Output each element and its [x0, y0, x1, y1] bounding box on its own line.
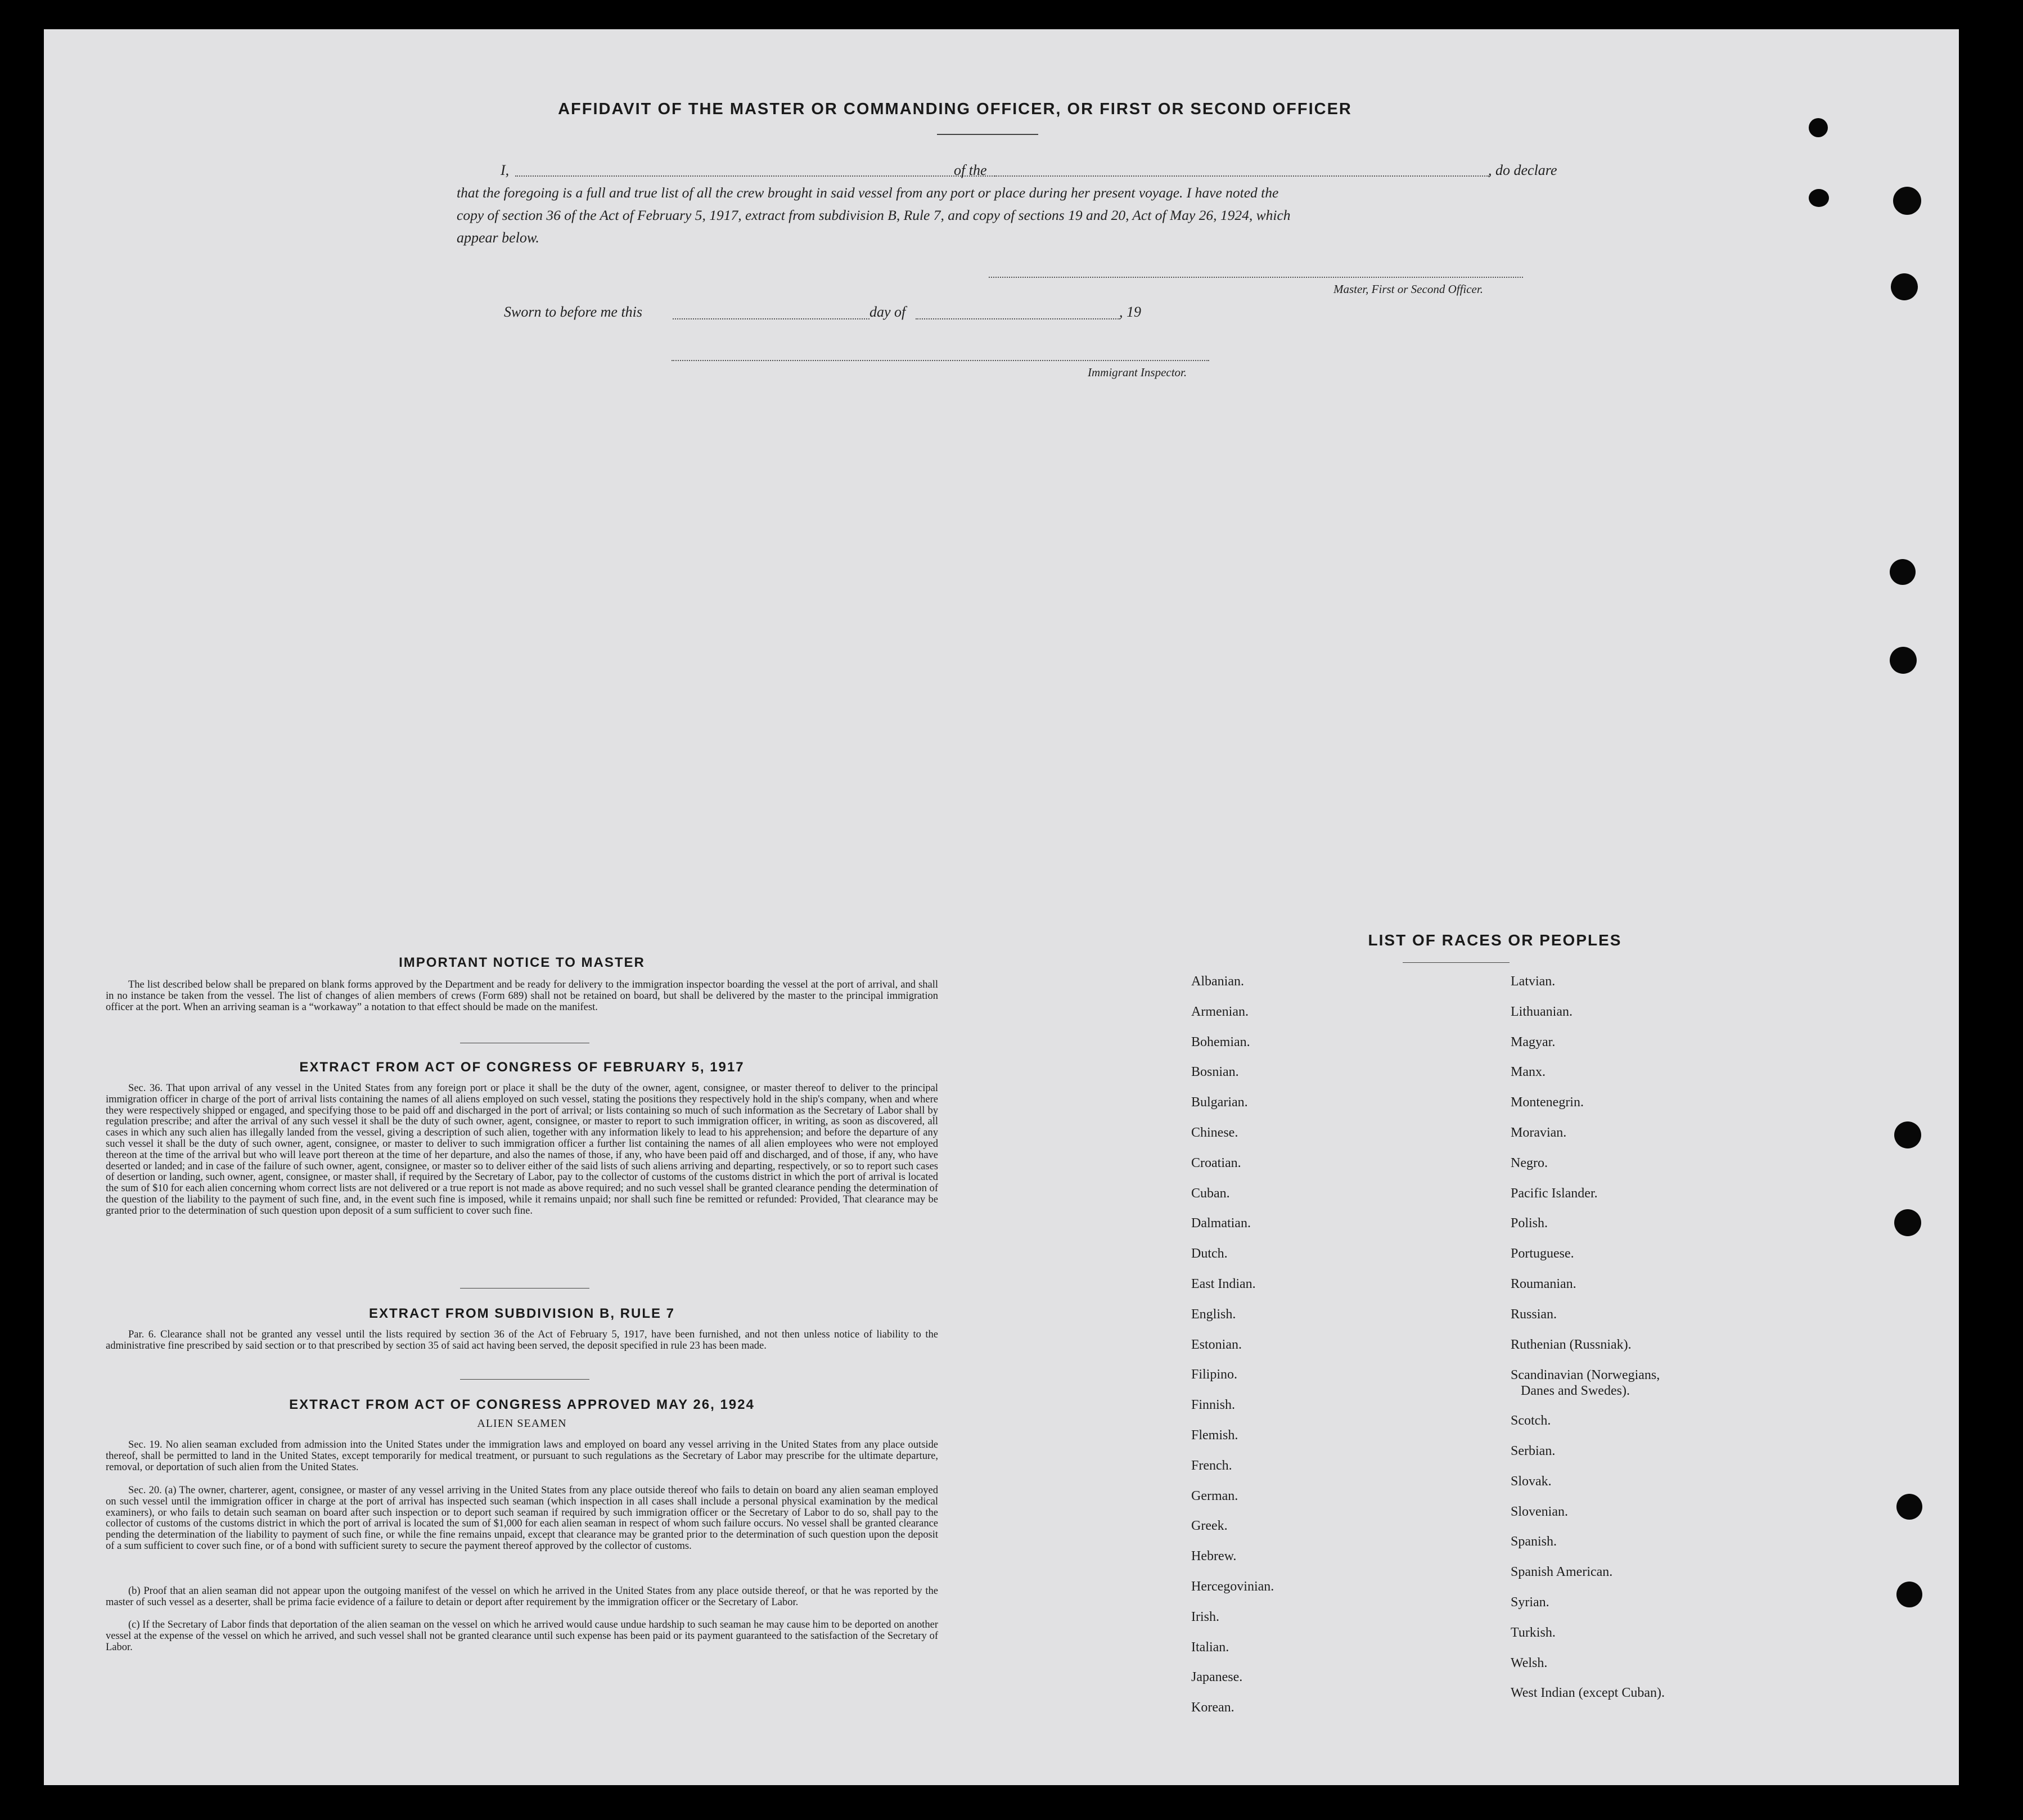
affidavit-title: AFFIDAVIT OF THE MASTER OR COMMANDING OFFICER, OR FIRST OR SECOND OFFICER: [558, 100, 1352, 118]
race-item: Hercegovinian.: [1191, 1579, 1274, 1594]
punch-hole: [1809, 118, 1828, 137]
punch-hole: [1893, 187, 1921, 215]
race-item: Manx.: [1511, 1065, 1546, 1080]
race-item: Scandinavian (Norwegians, Danes and Swedes).: [1511, 1368, 1660, 1399]
punch-hole: [1809, 189, 1829, 207]
race-item: Croatian.: [1191, 1155, 1241, 1170]
race-item: German.: [1191, 1488, 1238, 1503]
sworn-day-blank[interactable]: [673, 318, 869, 319]
notice-title: IMPORTANT NOTICE TO MASTER: [399, 955, 645, 970]
sec19-text: Sec. 19. No alien seaman excluded from admission into the United States under the immigration laws and employed on board any vessel arriving in the United States from any place outside thereof, shall be permitted to land in the United States, except temporarily for medical treatment, or pursuant to such regulations as the Secretary of Labor may prescribe for the ultimate departure, removal, or deportation of such alien from the United States.: [106, 1439, 938, 1473]
race-item: Roumanian.: [1511, 1277, 1576, 1291]
race-item: Greek.: [1191, 1519, 1228, 1534]
race-item: Negro.: [1511, 1155, 1548, 1170]
day-of-label: day of: [869, 304, 906, 320]
race-item: Bohemian.: [1191, 1034, 1250, 1049]
affidavit-of-the: of the: [954, 162, 987, 178]
race-item: English.: [1191, 1307, 1236, 1322]
name-blank[interactable]: [515, 175, 1013, 177]
inspector-label: Immigrant Inspector.: [1088, 366, 1187, 379]
sworn-label: Sworn to before me this: [504, 304, 643, 320]
master-signature-line[interactable]: [989, 277, 1523, 278]
form-page: [44, 29, 1959, 1785]
rule7-title: EXTRACT FROM SUBDIVISION B, RULE 7: [368, 1306, 675, 1321]
inspector-signature-line[interactable]: [672, 360, 1209, 361]
race-item: Bulgarian.: [1191, 1095, 1248, 1110]
race-item: Albanian.: [1191, 974, 1244, 989]
race-item: Estonian.: [1191, 1337, 1242, 1352]
race-item: Cuban.: [1191, 1186, 1230, 1201]
race-item: Filipino.: [1191, 1367, 1238, 1382]
sec20c-text: (c) If the Secretary of Labor finds that deportation of the alien seaman on the vessel on which he arrived would cause undue hardship to such seaman he may cause him to be deported on another vessel at the expense of the vessel on which he arrived, and such vessel shall not be granted clearance until such expense has been paid or its payment guaranteed to the satisfaction of the Secretary of Labor.: [106, 1619, 938, 1653]
race-item: Turkish.: [1511, 1625, 1556, 1640]
affidavit-i: I,: [501, 162, 510, 178]
races-title: LIST OF RACES OR PEOPLES: [1368, 931, 1622, 949]
race-item: Finnish.: [1191, 1398, 1236, 1413]
extract-1917-title: EXTRACT FROM ACT OF CONGRESS OF FEBRUARY 5, 1917: [299, 1060, 745, 1075]
race-item: East Indian.: [1191, 1277, 1256, 1291]
race-item: Hebrew.: [1191, 1549, 1237, 1564]
race-item: Spanish.: [1511, 1534, 1557, 1549]
punch-hole: [1896, 1494, 1922, 1520]
race-item: Slovak.: [1511, 1474, 1552, 1489]
year-label: , 19: [1119, 304, 1141, 320]
sec20a-text: Sec. 20. (a) The owner, charterer, agent, consignee, or master of any vessel arriving in the United States from any place outside thereof who fails to detain on board any alien seaman employed on such vessel until the immigration officer in charge at the port of arrival has inspected such seaman (which inspection in all cases shall include a personal physical examination by the medical examiners), or who fails to detain such seaman on board after such inspection or to deport such seaman if required by such immigration officer or the Secretary of Labor to do so, shall pay to the collector of customs of the customs district in which the port of arrival is located the sum of $1,000 for each alien seaman in respect of whom such failure occurs. No vessel shall be granted clearance pending the determination of the liability to payment of such fine, or while the fine remains unpaid, except that clearance may be granted prior to the determination of such question upon the deposit of a sum sufficient to cover such fine, or of a bond with sufficient surety to secure the payment thereof approved by the collector of customs.: [106, 1485, 938, 1552]
divider: [460, 1288, 589, 1289]
race-item: Russian.: [1511, 1307, 1557, 1322]
race-item: Magyar.: [1511, 1034, 1556, 1049]
race-item: Portuguese.: [1511, 1246, 1574, 1262]
race-item: French.: [1191, 1458, 1232, 1473]
affidavit-line3: copy of section 36 of the Act of February 5, 1917, extract from subdivision B, Rule 7, and copy of sections 19 and 20, Act of May 26, 1924, which: [457, 207, 1291, 223]
race-item: Ruthenian (Russniak).: [1511, 1337, 1632, 1352]
affidavit-declare: , do declare: [1488, 162, 1557, 178]
race-item: Lithuanian.: [1511, 1004, 1573, 1019]
race-item: Irish.: [1191, 1609, 1219, 1624]
race-item: Spanish American.: [1511, 1565, 1613, 1580]
vessel-blank[interactable]: [994, 175, 1489, 177]
race-item: Flemish.: [1191, 1428, 1238, 1443]
race-item: Montenegrin.: [1511, 1095, 1584, 1110]
divider: [937, 134, 1038, 135]
race-item: Welsh.: [1511, 1655, 1548, 1670]
race-item: Armenian.: [1191, 1004, 1249, 1019]
extract-1924-title: EXTRACT FROM ACT OF CONGRESS APPROVED MAY 26, 1924: [289, 1397, 755, 1412]
race-item: Italian.: [1191, 1639, 1229, 1655]
race-item: Polish.: [1511, 1216, 1548, 1231]
punch-hole: [1891, 273, 1918, 300]
affidavit-line2: that the foregoing is a full and true list of all the crew brought in said vessel from any port or place during her present voyage. I have noted the: [457, 184, 1279, 201]
divider: [1403, 962, 1510, 963]
punch-hole: [1894, 1209, 1921, 1236]
race-item: Latvian.: [1511, 974, 1556, 989]
race-item: Chinese.: [1191, 1125, 1238, 1140]
punch-hole: [1890, 559, 1916, 585]
master-label: Master, First or Second Officer.: [1333, 282, 1483, 296]
punch-hole: [1890, 647, 1917, 674]
race-item: Korean.: [1191, 1700, 1234, 1715]
race-item: Japanese.: [1191, 1670, 1243, 1685]
race-item: Syrian.: [1511, 1595, 1549, 1610]
race-item: Bosnian.: [1191, 1065, 1239, 1080]
race-item: Slovenian.: [1511, 1504, 1568, 1519]
affidavit-line4: appear below.: [457, 229, 539, 246]
punch-hole: [1894, 1121, 1921, 1148]
rule7-text: Par. 6. Clearance shall not be granted any vessel until the lists required by section 36 of the Act of February 5, 1917, have been furnished, and not then unless notice of liability to the administrative fine prescribed by said section or to that prescribed by section 35 of said act having been served, the deposit specified in rule 23 has been made.: [106, 1329, 938, 1352]
race-item: Moravian.: [1511, 1125, 1567, 1140]
sec20b-text: (b) Proof that an alien seaman did not appear upon the outgoing manifest of the vessel on which he arrived in the United States from any place outside thereof, or that he was reported by the master of such vessel as a deserter, shall be prima facie evidence of a failure to detain or deport after requirement by the immigration officer or the Secretary of Labor.: [106, 1585, 938, 1608]
punch-hole: [1896, 1582, 1922, 1607]
race-item: Serbian.: [1511, 1444, 1556, 1458]
alien-seamen-subtitle: ALIEN SEAMEN: [477, 1417, 567, 1430]
race-item: Dalmatian.: [1191, 1216, 1251, 1231]
race-item: Scotch.: [1511, 1413, 1551, 1429]
notice-text: The list described below shall be prepared on blank forms approved by the Department and be ready for delivery to the immigration inspector boarding the vessel at the port of arrival, and shall in no instance be taken from the vessel. The list of changes of alien members of crews (Form 689) shall not be retained on board, but shall be delivered by the master to the principal immigration officer at the port. When an arriving seaman is a “workaway” a notation to that effect should be made on the manifest.: [106, 979, 938, 1013]
sworn-month-blank[interactable]: [916, 318, 1120, 319]
race-item: West Indian (except Cuban).: [1511, 1686, 1665, 1701]
race-item: Dutch.: [1191, 1246, 1228, 1262]
extract-1917-text: Sec. 36. That upon arrival of any vessel in the United States from any foreign port or place it shall be the duty of the owner, agent, consignee, or master thereof to deliver to the principal immigration officer in charge of the port of arrival lists containing the names of all aliens employed on such vessel, stating the positions they respectively hold in the ship's company, when and where they were respectively shipped or engaged, and specifying those to be paid off and discharged in the port of arrival; or lists containing so much of such information as the Secretary of Labor shall by regulation prescribe; and after the arrival of any such vessel it shall be the duty of such owner, agent, consignee, or master to report to such immigration officer, in writing, as soon as discovered, all cases in which any such alien has illegally landed from the vessel, giving a description of such alien, together with any information likely to lead to his apprehension; and before the departure of any such vessel it shall be the duty of such owner, agent, consignee, or master to deliver to such immigration officer a further list containing the names of all alien employees who were not employed thereon at the time of the arrival but who will leave port thereon at the time of her departure, and also the names of those, if any, who have been paid off and discharged, and of those, if any, who have deserted or landed; and in case of the failure of such owner, agent, consignee, or master so to deliver either of the said lists of such aliens arriving and departing, respectively, or so to report such cases of desertion or landing, such owner, agent, consignee, or master shall, if required by the Secretary of Labor, pay to the collector of customs of the customs district in which the port of arrival is located the sum of $10 for each alien concerning whom correct lists are not delivered or a true report is not made as above required; and no such vessel shall be granted clearance pending the determination of the question of the liability to the payment of such fine, and, in the event such fine is imposed, while it remains unpaid; nor shall such fine be remitted or refunded: Provided, That clearance may be granted prior to the determination of such question upon deposit of a sum sufficient to cover such fine.: [106, 1083, 938, 1217]
divider: [460, 1379, 589, 1380]
race-item: Pacific Islander.: [1511, 1186, 1598, 1201]
